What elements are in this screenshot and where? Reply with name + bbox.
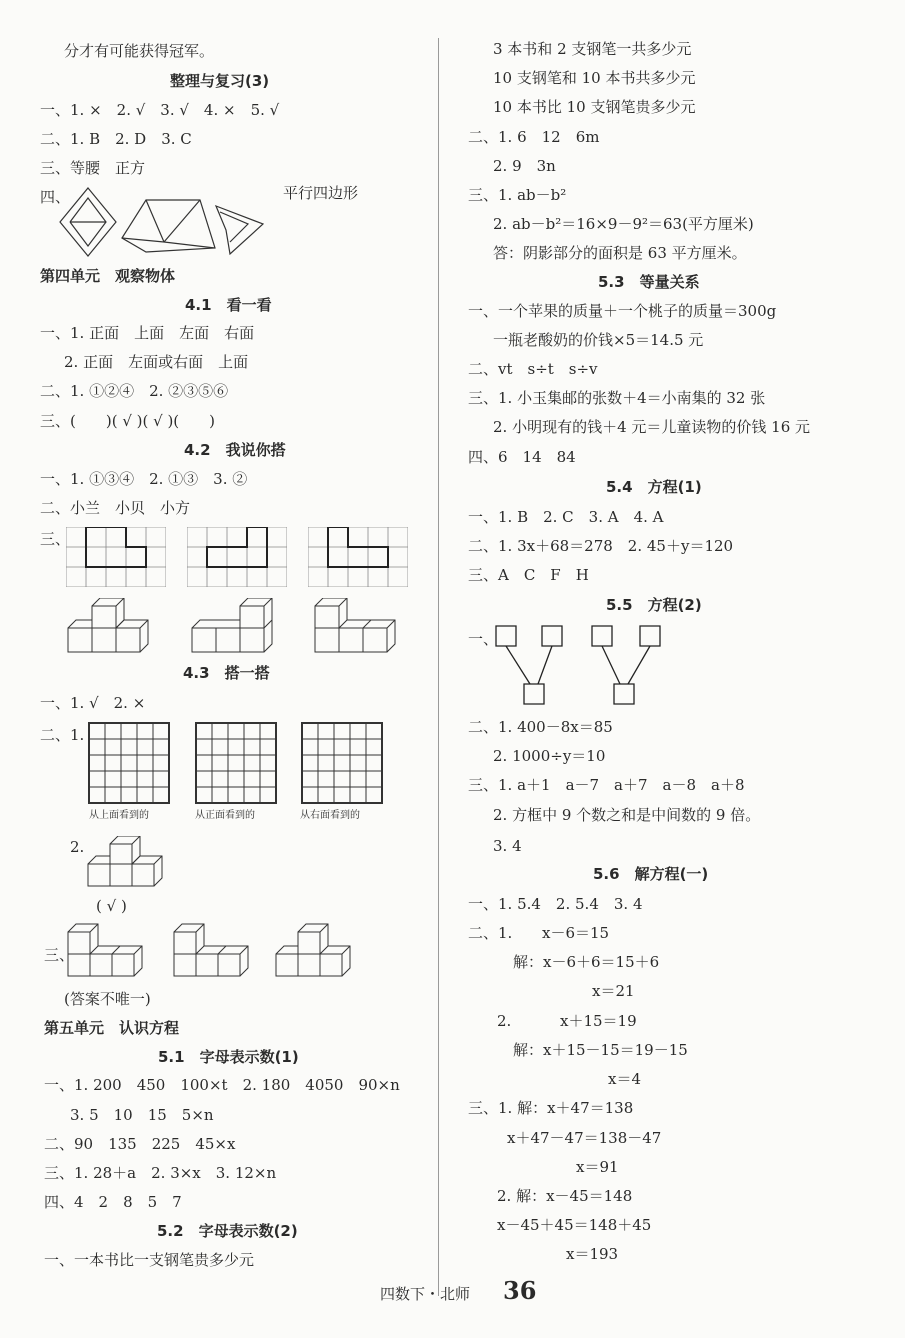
- text-line: 2.: [497, 1012, 512, 1030]
- text-line: ( √ ): [96, 897, 127, 915]
- text-line: 二、90 135 225 45×x: [44, 1135, 236, 1153]
- grid-top-view: [88, 722, 172, 806]
- grid-caption: 从右面看到的: [300, 810, 360, 821]
- box-tree-diagram: [490, 622, 670, 710]
- text-line: 四、4 2 8 5 7: [44, 1193, 182, 1211]
- text-line: 10 支钢笔和 10 本书共多少元: [493, 69, 696, 87]
- section-heading: 4.2 我说你搭: [184, 441, 286, 459]
- equation: x－6＝15: [542, 924, 610, 942]
- box: [592, 626, 612, 646]
- text-line: 一、1. √ 2. ×: [40, 694, 146, 712]
- text-line: 2. 9 3n: [493, 157, 556, 175]
- text-line: 2. ab－b²＝16×9－9²＝63(平方厘米): [493, 215, 754, 233]
- text-line: 分才有可能获得冠军。: [64, 42, 215, 60]
- equation: 解：x－6＋6＝15＋6: [513, 953, 660, 971]
- unit-heading: 第五单元 认识方程: [44, 1019, 180, 1037]
- text-line: 二、vt s÷t s÷v: [468, 360, 598, 378]
- text-line: 二、1. 400－8x＝85: [468, 718, 613, 736]
- section-heading: 4.1 看一看: [185, 296, 272, 314]
- section-heading: 5.1 字母表示数(1): [158, 1048, 299, 1066]
- box: [542, 626, 562, 646]
- cubes-3: [313, 598, 399, 656]
- equation: x＝4: [608, 1070, 642, 1088]
- grid-view-1: [66, 527, 166, 587]
- text-line: 答：阴影部分的面积是 63 平方厘米。: [493, 244, 747, 262]
- box: [614, 684, 634, 704]
- cubes-2: [190, 598, 276, 656]
- text-line: 四、6 14 84: [468, 448, 576, 466]
- equation: x－45＋45＝148＋45: [497, 1216, 652, 1234]
- box: [640, 626, 660, 646]
- text-line: (答案不唯一): [64, 990, 151, 1008]
- grid-caption: 从正面看到的: [195, 810, 255, 821]
- text-line: 一、一本书比一支钢笔贵多少元: [44, 1251, 255, 1269]
- text-line: 三、1. ab－b²: [468, 186, 567, 204]
- text-line: 一、1. B 2. C 3. A 4. A: [468, 508, 664, 526]
- text-line: 三、1. 28＋a 2. 3×x 3. 12×n: [44, 1164, 277, 1182]
- text-line: 二、小兰 小贝 小方: [40, 499, 191, 517]
- section-heading: 5.6 解方程(一): [593, 865, 709, 883]
- text-line: 二、1.: [468, 924, 513, 942]
- text-line: 一、1. 200 450 100×t 2. 180 4050 90×n: [44, 1076, 400, 1094]
- equation: x＝21: [592, 982, 635, 1000]
- text-line: 二、1. B 2. D 3. C: [40, 130, 192, 148]
- text-line: 二、1.: [40, 726, 85, 744]
- section-heading: 5.5 方程(2): [606, 596, 702, 614]
- text-line: 三、( )( √ )( √ )( ): [40, 412, 216, 430]
- footer-label: 四数下・北师: [380, 1285, 471, 1303]
- text-line: 三、1. 小玉集邮的张数＋4＝小南集的 32 张: [468, 389, 766, 407]
- text-line: 一、1. × 2. √ 3. √ 4. × 5. √: [40, 101, 280, 119]
- box: [524, 684, 544, 704]
- text-line: 平行四边形: [283, 184, 359, 202]
- text-line: 2. 1000÷y＝10: [493, 747, 606, 765]
- text-line: 三、: [40, 530, 71, 548]
- box: [496, 626, 516, 646]
- text-line: 2. 正面 左面或右面 上面: [64, 353, 249, 371]
- text-line: 二、1. ①②④ 2. ②③⑤⑥: [40, 382, 229, 400]
- text-line: 三、1. 解：x＋47＝138: [468, 1099, 634, 1117]
- text-line: 10 本书比 10 支钢笔贵多少元: [493, 98, 696, 116]
- text-line: 一瓶老酸奶的价钱×5＝14.5 元: [493, 331, 704, 349]
- unit-heading: 第四单元 观察物体: [40, 267, 176, 285]
- section-heading: 5.3 等量关系: [598, 273, 700, 291]
- equation: x＋15＝19: [560, 1012, 637, 1030]
- text-line: 2. 方框中 9 个数之和是中间数的 9 倍。: [493, 806, 761, 824]
- text-line: 三、: [44, 946, 75, 964]
- text-line: 三、等腰 正方: [40, 159, 146, 177]
- text-line: 二、1. 3x＋68＝278 2. 45＋y＝120: [468, 537, 734, 555]
- equation: x＝91: [576, 1158, 619, 1176]
- text-line: 三、A C F H: [468, 566, 589, 584]
- text-line: 3 本书和 2 支钢笔一共多少元: [493, 40, 692, 58]
- section-heading: 整理与复习(3): [170, 72, 270, 90]
- text-line: 一、一个苹果的质量＋一个桃子的质量＝300g: [468, 302, 777, 320]
- grid-front-view: [195, 722, 279, 806]
- text-line: 二、1. 6 12 6m: [468, 128, 600, 146]
- section-heading: 5.2 字母表示数(2): [157, 1222, 298, 1240]
- text-line: 2. 小明现有的钱＋4 元＝儿童读物的价钱 16 元: [493, 418, 811, 436]
- text-line: 一、1. 5.4 2. 5.4 3. 4: [468, 895, 643, 913]
- shape-quad: [122, 200, 215, 252]
- text-line: 四、: [40, 188, 71, 206]
- cubes-answer-2: [86, 836, 170, 892]
- text-line: 2. 解：x－45＝148: [497, 1187, 633, 1205]
- grid-caption: 从上面看到的: [89, 810, 149, 821]
- text-line: 一、: [468, 630, 499, 648]
- cubes-3a: [66, 922, 146, 980]
- column-divider: [438, 38, 439, 1296]
- grid-view-3: [308, 527, 408, 587]
- text-line: 3. 5 10 15 5×n: [70, 1106, 214, 1124]
- text-line: 2.: [70, 838, 85, 856]
- grid-right-view: [301, 722, 385, 806]
- cubes-3b: [172, 922, 256, 980]
- text-line: 三、1. a＋1 a－7 a＋7 a－8 a＋8: [468, 776, 745, 794]
- grid-view-2: [187, 527, 287, 587]
- equation: x＝193: [566, 1245, 619, 1263]
- page-number: 36: [503, 1276, 537, 1305]
- equation: x＋47－47＝138－47: [507, 1129, 662, 1147]
- cubes-3c: [274, 922, 358, 980]
- text-line: 一、1. ①③④ 2. ①③ 3. ②: [40, 470, 248, 488]
- shape-unfold-figures: [58, 186, 273, 262]
- section-heading: 4.3 搭一搭: [183, 664, 270, 682]
- cubes-1: [66, 598, 152, 656]
- text-line: 3. 4: [493, 837, 522, 855]
- equation: 解：x＋15－15＝19－15: [513, 1041, 688, 1059]
- section-heading: 5.4 方程(1): [606, 478, 702, 496]
- text-line: 一、1. 正面 上面 左面 右面: [40, 324, 255, 342]
